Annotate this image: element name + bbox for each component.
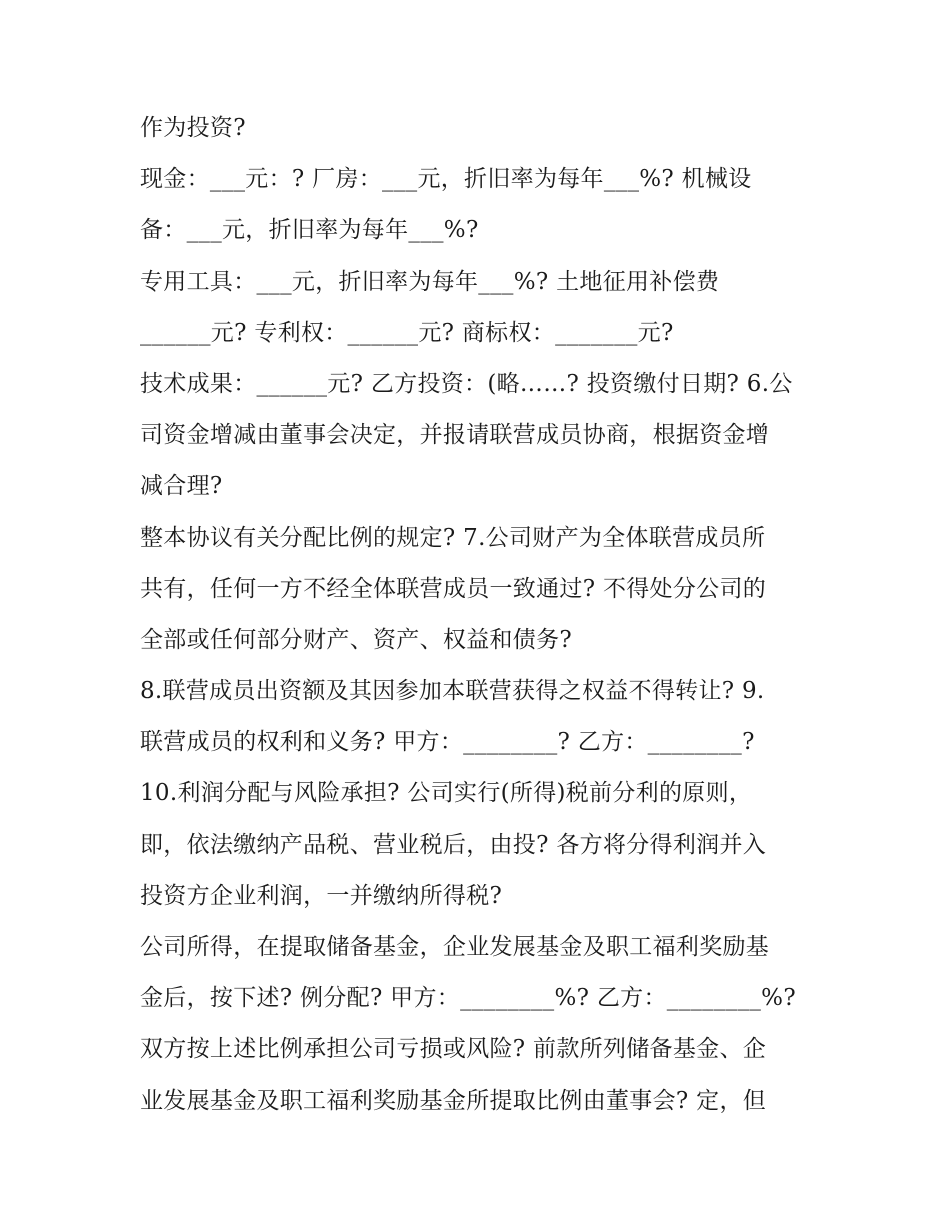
text-line: 金后，按下述? 例分配? 甲方：________%? 乙方：________%? — [140, 985, 796, 1012]
text-line: 投资方企业利润，一并缴纳所得税? — [140, 882, 503, 909]
text-line: 专用工具：___元，折旧率为每年___%? 土地征用补偿费 — [140, 268, 720, 295]
text-line: 司资金增减由董事会决定，并报请联营成员协商，根据资金增 — [140, 422, 770, 449]
text-line: 业发展基金及职工福利奖励基金所提取比例由董事会? 定，但 — [140, 1087, 767, 1114]
text-line: 现金：___元：? 厂房：___元，折旧率为每年___%? 机械设 — [140, 166, 752, 193]
text-line: 全部或任何部分财产、资产、权益和债务? — [140, 626, 573, 653]
document-body — [140, 103, 820, 1127]
text-line: ______元? 专利权：______元? 商标权：_______元? — [140, 319, 674, 346]
text-line: 备：___元，折旧率为每年___%? — [140, 217, 479, 244]
text-line: 公司所得，在提取储备基金，企业发展基金及职工福利奖励基 — [140, 934, 770, 960]
text-line: 双方按上述比例承担公司亏损或风险? 前款所列储备基金、企 — [140, 1036, 767, 1063]
text-line: 8.联营成员出资额及其因参加本联营获得之权益不得转让? 9. — [140, 678, 765, 705]
text-line: 即，依法缴纳产品税、营业税后，由投? 各方将分得利润并入 — [140, 831, 767, 858]
text-line: 作为投资? — [140, 115, 246, 141]
text-line: 共有，任何一方不经全体联营成员一致通过? 不得处分公司的 — [140, 575, 767, 602]
text-line: 10.利润分配与风险承担? 公司实行(所得)税前分利的原则， — [140, 780, 753, 807]
text-line: 联营成员的权利和义务? 甲方：________? 乙方：________? — [140, 729, 755, 756]
text-line: 减合理? — [140, 473, 223, 500]
text-line: 整本协议有关分配比例的规定? 7.公司财产为全体联营成员所 — [140, 524, 766, 551]
text-line: 技术成果：______元? 乙方投资：(略……? 投资缴付日期? 6.公 — [140, 370, 793, 397]
